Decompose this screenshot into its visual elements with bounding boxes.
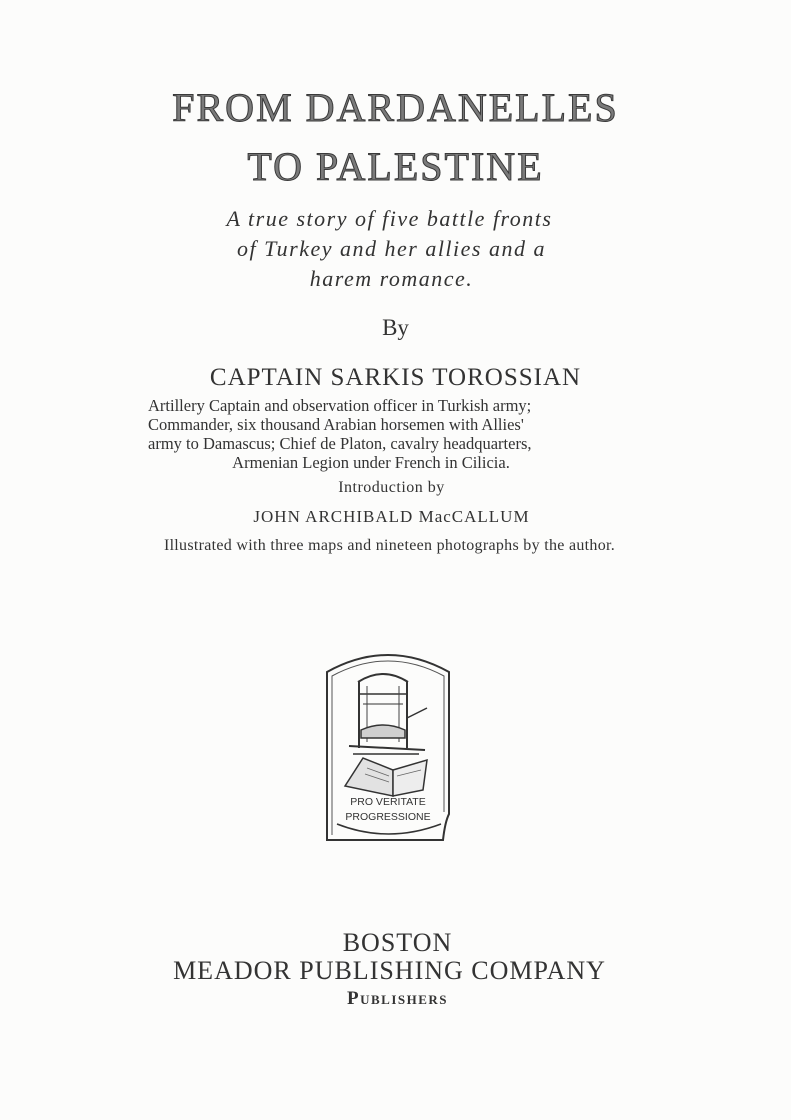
author-name: CAPTAIN SARKIS TOROSSIAN: [209, 364, 582, 391]
subtitle-line-1: A true story of five battle fronts: [226, 206, 553, 231]
emblem-motto-line-2: PROGRESSIONE: [345, 811, 431, 823]
introduction-name: JOHN ARCHIBALD MacCALLUM: [253, 507, 530, 526]
credentials-line-1: Artillery Captain and observation officer in Turkish army;: [148, 396, 532, 415]
subtitle-line-3: harem romance.: [309, 266, 474, 291]
emblem-motto-line-1: PRO VERITATE: [350, 796, 426, 808]
title-line-1: FROM DARDANELLES: [172, 85, 619, 130]
publisher-name: MEADOR PUBLISHING COMPANY: [173, 956, 606, 985]
publisher-role: Publishers: [346, 988, 449, 1009]
author-credentials: [148, 396, 634, 472]
credentials-line-4: Armenian Legion under French in Cilicia.: [232, 453, 510, 472]
introduction-label: Introduction by: [338, 479, 445, 496]
title-line-2: TO PALESTINE: [247, 144, 544, 189]
subtitle-line-2: of Turkey and her allies and a: [237, 236, 546, 261]
printing-press-icon: [323, 646, 453, 844]
publisher-city: BOSTON: [342, 928, 453, 957]
illustrations-note: Illustrated with three maps and nineteen photographs by the author.: [163, 537, 616, 554]
publisher-emblem: [323, 646, 453, 844]
credentials-line-2: Commander, six thousand Arabian horsemen with Allies': [148, 415, 524, 434]
by-label: By: [382, 315, 409, 340]
credentials-line-3: army to Damascus; Chief de Platon, cavalry headquarters,: [148, 434, 532, 453]
